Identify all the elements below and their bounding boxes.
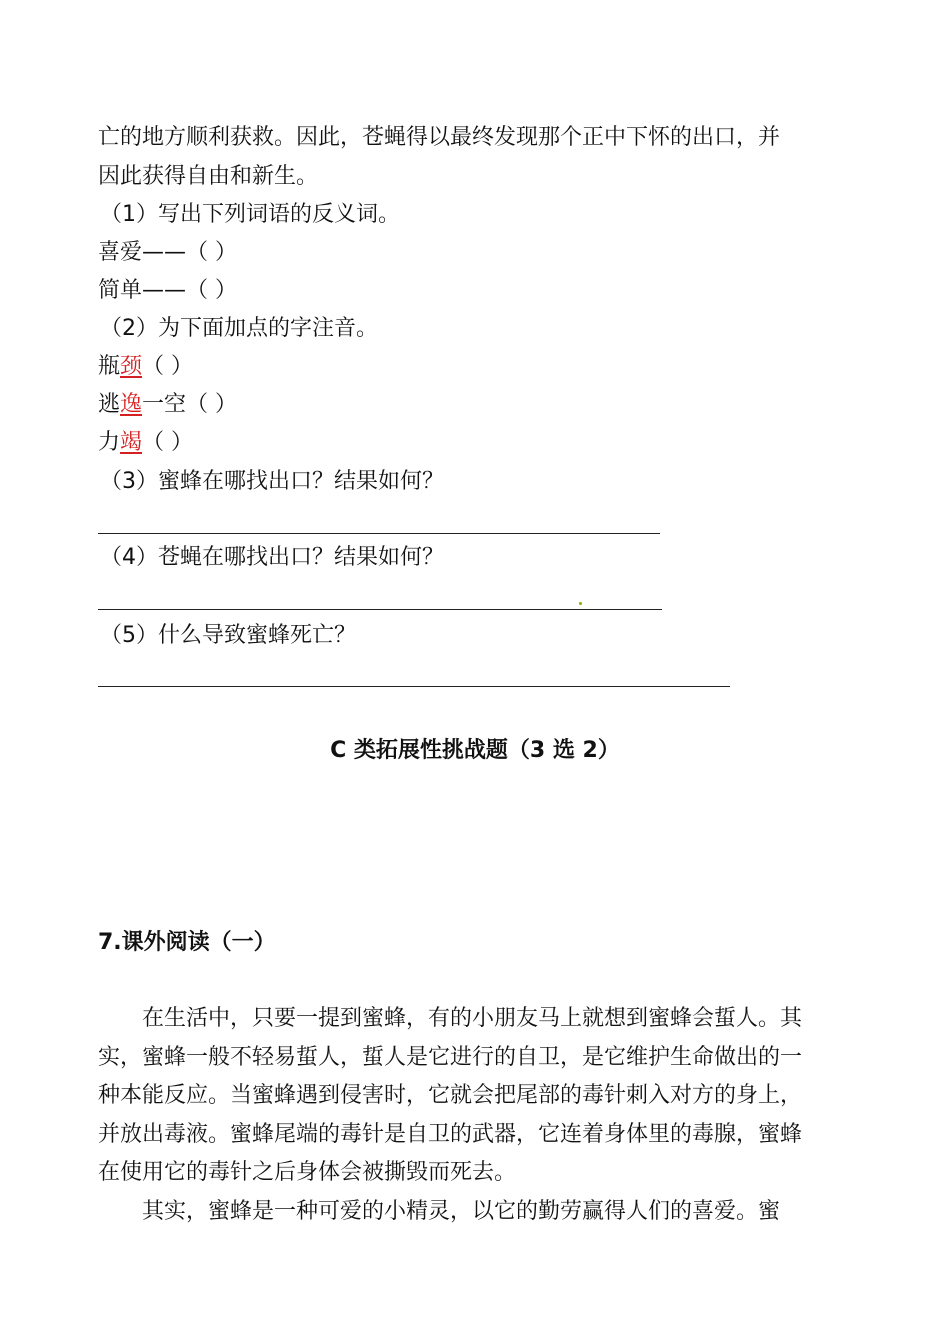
pinyin-item-suffix: 一空（ ） [142,392,238,417]
section-c-heading: C 类拓展性挑战题（3 选 2） [330,738,620,763]
question-1-title: （1）写出下列词语的反义词。 [100,202,400,227]
antonym-item-1: 喜爱——（ ） [98,240,237,265]
answer-blank-3[interactable] [98,533,660,534]
pinyin-item-suffix: （ ） [142,430,194,455]
dotted-character: 逸 [120,392,143,417]
question-4-title: （4）苍蝇在哪找出口？结果如何？ [100,545,444,570]
stray-mark [579,602,582,605]
pinyin-item-suffix: （ ） [142,354,194,379]
question-3-title: （3）蜜蜂在哪找出口？结果如何？ [100,469,444,494]
dotted-character: 竭 [120,430,143,455]
question-2-title: （2）为下面加点的字注音。 [100,316,378,341]
antonym-item-2: 简单——（ ） [98,278,237,303]
passage-line-1: 亡的地方顺利获救。因此，苍蝇得以最终发现那个正中下怀的出口，并 [98,125,781,150]
pinyin-item-prefix: 力 [98,430,121,455]
answer-blank-5[interactable] [98,686,730,687]
passage-line-2: 因此获得自由和新生。 [98,164,319,189]
pinyin-item-2 [98,390,237,420]
dotted-character: 颈 [120,354,143,379]
reading-paragraph-1: 在生活中，只要一提到蜜蜂，有的小朋友马上就想到蜜蜂会蜇人。其实，蜜蜂一般不轻易蜇人，蜇人是它进行的自卫，是它维护生命做出的一种本能反应。当蜜蜂遇到侵害时，它就会把尾部的毒针刺入对方的身上，并放出毒液。蜜蜂尾端的毒针是自卫的武器，它连着身体里的毒腺，蜜蜂在使用它的毒针之后身体会被撕毁而死去。 [98,1006,803,1185]
pinyin-item-prefix: 瓶 [98,354,121,379]
question-5-title: （5）什么导致蜜蜂死亡？ [100,623,356,648]
pinyin-item-1 [98,352,193,382]
reading-paragraph-2: 其实，蜜蜂是一种可爱的小精灵，以它的勤劳赢得人们的喜爱。蜜 [142,1198,781,1224]
reading-title: 7.课外阅读（一） [98,930,276,955]
pinyin-item-3 [98,428,193,458]
pinyin-item-prefix: 逃 [98,392,121,417]
reading-passage [98,1000,818,1231]
answer-blank-4[interactable] [98,609,662,610]
